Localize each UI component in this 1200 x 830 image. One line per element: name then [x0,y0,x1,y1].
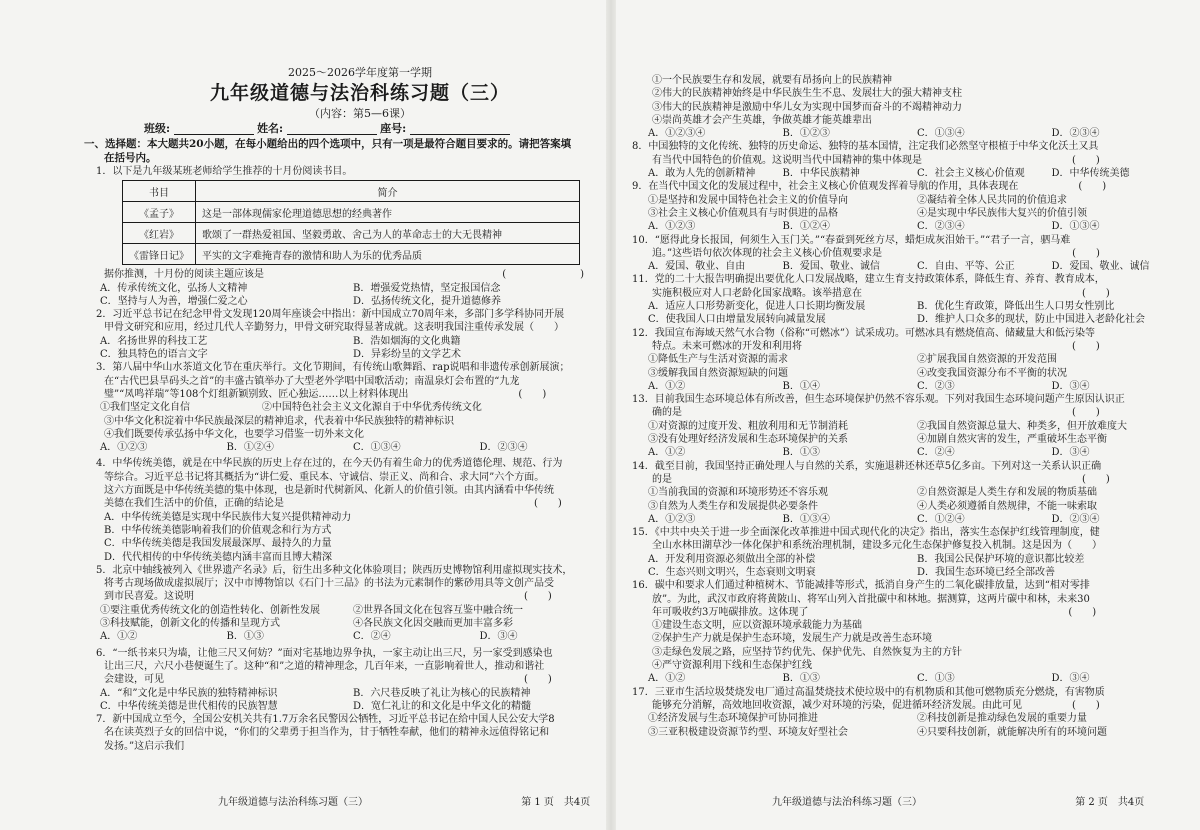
statement: ③伟大的民族精神是激励中华儿女为实现中国梦而奋斗的不竭精神动力 [652,101,962,113]
table-cell: 《雷锋日记》 [123,244,196,265]
name-blank [287,123,377,135]
option: B．优化生育政策，降低出生人口男女性别比 [917,301,1115,313]
option: C．社会主义核心价值观 [917,168,1025,180]
q10-line: 10．“愿得此身长报国，何须生入玉门关。”“春蚕到死丝方尽，蜡炬成灰泪始干。”“君子一言，驷马难 [632,234,1071,246]
option: A．①② [648,447,686,459]
option: D．③④ [1051,447,1090,459]
q4-line: 这六方面既是中华传统美德的集中体现，也是新时代树新风、化新人的价值引领。由其内涵看中华传统 [104,485,554,497]
statement: ②凝结着全体人民共同的价值追求 [917,194,1067,206]
options-row [632,566,1186,579]
statement: ①要注重优秀传统文化的创造性转化、创新性发展 [100,604,320,616]
option: B．①④ [782,380,820,392]
footer-page-number: 第 2 页 共4页 [1075,797,1145,808]
q16-line: 16．碳中和要求人们通过种植树木、节能减排等形式，抵消自身产生的二氧化碳排放量，达到“相对零排 [632,580,1090,592]
q3-line: 璧”“凤鸣祥瑞”等108个灯组新颖别致、匠心独运……以上材料体现出 ( ) [104,388,547,400]
option: A．中华传统美德是实现中华民族伟大复兴提供精神动力 [104,511,352,523]
option: C．②③ [917,380,955,392]
statement: ③科技赋能，创新文化的传播和呈现方式 [100,618,280,630]
option: A．①②③ [100,442,148,454]
statement: ③没有处理好经济发展和生态环境保护的关系 [648,434,848,446]
option: C．使我国人口由增量发展转向减量发展 [648,314,826,326]
student-info-bar [84,121,606,137]
option: A．“和”文化是中华民族的独特精神标识 [100,687,278,699]
q1-after-text: 据你推测，十月份的阅读主题应该是 [104,269,264,281]
options-row [632,513,1186,526]
option: D．代代相传的中华传统美德内涵丰富而且博大精深 [104,551,333,563]
statement: ②科技创新是推动绿色发展的重要力量 [917,713,1087,725]
option: A．开发利用资源必须做出全部的补偿 [648,553,816,565]
option: A．名扬世界的科技工艺 [100,335,208,347]
option: B．①③④ [782,513,830,525]
options-row [84,630,606,643]
statement: ①降低生产与生活对资源的需求 [648,354,788,366]
statement: ②世界各国文化在包容互鉴中融合统一 [353,604,523,616]
option: D．弘扬传统文化，提升道德修养 [353,295,502,307]
option: D．维护人口众多的现状，防止中国进入老龄化社会 [917,314,1146,326]
statements-row [632,194,1186,207]
options-row [632,553,1186,566]
statements-row [632,367,1186,380]
options-row [84,282,606,295]
seat-blank [410,123,510,135]
q4-line: 等综合。习近平总书记将其概括为“讲仁爱、重民本、守诚信、崇正义、尚和合、求大同”六个方面。 [104,471,545,483]
option: C．①②④ [917,513,965,525]
option: A．①② [648,673,686,685]
option: C．生态兴则文明兴，生态衰则文明衰 [648,566,816,578]
q3-line: 3．第八届中华山水茶道文化节在重庆举行。文化节期间，有传统山歌舞蹈、rap说唱和非遗传承创新展演； [96,362,570,374]
options-row [84,700,606,713]
statements-row [84,604,606,617]
option: B．爱国、敬业、诚信 [782,261,880,273]
table-cell: 《红岩》 [123,223,196,244]
options-row [632,300,1186,313]
option: A．①② [100,631,138,643]
options-row [632,127,1186,140]
statement: ④崇尚英雄才会产生英雄，争做英雄才能英雄辈出 [652,114,872,126]
q5-line: 5．北京中轴线被列入《世界遗产名录》后，衍生出多种文化体验项目；陕西历史博物馆利用虚拟现实技术， [96,564,573,576]
option: D．宽仁礼让的和文化是中华文化的精髓 [353,700,532,712]
statement: ②我国自然资源总量大、种类多，但开放难度大 [917,420,1127,432]
table-header: 简介 [196,181,580,202]
option: A．①②③④ [648,128,706,140]
footer-page-number: 第 1 页 共4页 [521,797,591,808]
statement: ④人类必须遵循自然规律，不能一味索取 [917,500,1097,512]
statement: ③缓解我国自然资源短缺的问题 [648,367,788,379]
seat-label: 座号: [380,122,407,135]
option: A．爱国、敬业、自由 [648,261,746,273]
options-row [632,220,1186,233]
option: B．六尺巷反映了礼让为核心的民族精神 [353,687,531,699]
option: C．自由、平等、公正 [917,261,1015,273]
statement: ②保护生产力就是保护生态环境，发展生产力就是改善生态环境 [652,633,932,645]
class-label: 班级: [144,122,171,135]
option: D．③④ [1051,673,1090,685]
option: A．①② [648,380,686,392]
statement: ①是坚持和发展中国特色社会主义的价值导向 [648,194,848,206]
statement: ②扩展我国自然资源的开发范围 [917,354,1057,366]
options-row [84,335,606,348]
q7-line: 名在读英烈子女的回信中说，“你们的父辈勇于担当作为，甘于牺牲奉献，他们的精神永远值得铭记和 [104,727,550,739]
option: A．敢为人先的创新精神 [648,168,756,180]
option: D．②③④ [1051,128,1100,140]
option: A．传承传统文化，弘扬人文精神 [100,282,248,294]
options-row [632,672,1186,685]
options-row [84,441,606,454]
q16-line: 年可吸收约3万吨碳排放。这体现了 ( ) [652,606,1097,618]
q5-line: 将考古现场做成虚拟展厅；汉中市博物馆以《石门十三品》的书法为元素制作的紫砂用具等文创产品受 [104,578,554,590]
option: D．异彩纷呈的文学艺术 [353,349,462,361]
option: D．①③④ [1051,221,1100,233]
statement: ④我们既要传承弘扬中华文化，也要学习借鉴一切外来文化 [104,428,364,440]
option: A．①②③ [648,221,696,233]
reading-list-table [122,180,580,265]
q12-line: 12．我国宣布海域天然气水合物（俗称“可燃冰”）试采成功。可燃冰具有燃烧值高、储藏量大和低污染等 [632,327,1095,339]
q15-line: 全山水林田湖草沙一体化保护和系统治理机制，建设多元化生态保护修复投入机制。这是因为（ ） [652,540,1102,552]
q15-line: 15．《中共中央关于进一步全面深化改革推进中国式现代化的决定》指出，落实生态保护红线管理制度，健 [632,527,1100,539]
q17-line: 17．三亚市生活垃圾焚烧发电厂通过高温焚烧技术使垃圾中的有机物质和其他可燃物质充分燃烧，有害物质 [632,686,1105,698]
option: C．②④ [353,631,391,643]
section-instruction: 在括号内。 [104,152,157,164]
q16-line: 放”。为此，武汉市政府将黄陂山、将军山列入首批碳中和林地。据测算，这两片碳中和林，未来30 [652,593,1090,605]
statements-row [632,433,1186,446]
statement: ③走绿色发展之路，应坚持节约优先、保护优先、自然恢复为主的方针 [652,646,962,658]
statement: ③社会主义核心价值观具有与时俱进的品格 [648,207,838,219]
statement: ④加剧自然灾害的发生，严重破坏生态平衡 [917,434,1107,446]
option: C．②④ [917,447,955,459]
statement: ②自然资源是人类生存和发展的物质基础 [917,487,1097,499]
table-cell: 《孟子》 [123,202,196,223]
exam-title: 九年级道德与法治科练习题（三） [209,82,510,104]
q12-line: 特点。未来可燃冰的开发和利用将 ( ) [652,340,1100,352]
q4-line: 4．中华传统美德，就是在中华民族的历史上存在过的，在今天仍有着生命力的优秀道德伦理、规范、行为 [96,458,563,470]
q5-line: 到市民喜爱。这说明 ( ) [104,591,552,603]
q10-line: 追。”这些语句依次体现的社会主义核心价值观要求是 ( ) [652,247,1100,259]
q6-line: 会建设，可见 ( ) [104,674,552,686]
statements-row [632,712,1186,725]
statement: ①经济发展与生态环境保护可协同推进 [648,713,818,725]
statement: ③中华文化积淀着中华民族最深层的精神追求，代表着中华民族独特的精神标识 [104,415,454,427]
q1-stem: 1．以下是九年级某班老师给学生推荐的十月份阅读书目。 [96,166,353,177]
q2-line: 甲骨文研究和应用，经过几代人辛勤努力，甲骨文研究取得显著成就。这表明我国注重传承发展（ ） [104,322,564,334]
options-row [632,380,1186,393]
answer-bracket: ( ) [502,269,602,281]
statements-row [632,420,1186,433]
options-row [632,313,1186,326]
option: C．②③④ [917,221,965,233]
option: B．①③ [226,631,264,643]
option: B．我国公民保护环境的意识都比较差 [917,553,1085,565]
option: C．中华传统美德是世代相传的民族智慧 [100,700,278,712]
statement: ③自然为人类生存和发展提供必要条件 [648,500,818,512]
statements-row [632,207,1186,220]
class-blank [174,123,254,135]
exam-subtitle: （内容：第5—6课） [309,107,411,120]
page-footer [218,793,590,808]
options-row [632,446,1186,459]
q9-line: 9．在当代中国文化的发展过程中，社会主义核心价值观发挥着导航的作用，具体表现在 ( ) [632,181,1107,193]
option: B．①②③ [782,128,830,140]
option: B．①②④ [226,442,274,454]
q7-line: 7．新中国成立至今，全国公安机关共有1.7万余名民警因公牺牲，习近平总书记在给中国人民公安大学8 [96,714,555,726]
option: C．①③④ [917,128,965,140]
statement: ①我们坚定文化自信 [100,402,190,414]
section-instruction: 一、选择题：本大题共20小题，在每小题给出的四个选项中，只有一项是最符合题目要求的。请把答案填 [84,138,572,150]
option: A．①②③ [648,513,696,525]
option: D．中华传统美德 [1051,168,1130,180]
q4-line: 美德在我们生活中的价值，正确的结论是 ( ) [104,498,562,510]
q13-line: 13．目前我国生态环境总体有所改善，但生态环境保护仍然不容乐观。下列对我国生态环境问题产生原因认识正 [632,394,1125,406]
q6-line: 6．“一纸书来只为墙，让他三尺又何妨？”面对宅基地边界争执，一家主动让出三尺，另一家受到感染也 [96,647,553,659]
page-2 [612,0,1200,830]
q11-line: 实施积极应对人口老龄化国家战略。该举措意在 ( ) [652,287,1110,299]
q8-line: 8．中国独特的文化传统、独特的历史命运、独特的基本国情，注定我们必然坚守根植于中华文化沃土又具 [632,141,1099,153]
table-cell: 这是一部体现儒家伦理道德思想的经典著作 [196,202,580,223]
statements-row [84,401,606,414]
option: D．②③④ [479,442,528,454]
option: D．我国生态环境已经全部改善 [917,566,1056,578]
q7-line: 发扬。”这启示我们 [104,740,185,752]
q14-line: 14．截至目前，我国坚持正确处理人与自然的关系，实施退耕还林还草5亿多亩。下列对这一关系认识正确 [632,460,1102,472]
statements-row [632,486,1186,499]
option: D．③④ [479,631,518,643]
table-header: 书目 [123,181,196,202]
q6-line: 让出三尺，六尺小巷便诞生了。这种“和”之道的精神理念，几百年来，一直影响着世人，推动和谐社 [104,660,545,672]
statement: ②伟大的民族精神始终是中华民族生生不息、发展壮大的强大精神支柱 [652,88,962,100]
statements-row [632,500,1186,513]
option: B．浩如烟海的文化典籍 [353,335,461,347]
options-row [84,687,606,700]
semester-line: 2025～2026学年度第一学期 [288,66,432,79]
statement: ④严守资源利用下线和生态保护红线 [652,660,812,672]
option: C．独具特色的语言文字 [100,349,208,361]
statement: ②中国特色社会主义文化源自于中华优秀传统文化 [261,402,482,414]
table-cell: 平实的文字难掩青春的激情和助人为乐的优秀品质 [196,244,580,265]
q8-line: 有当代中国特色的价值观。这说明当代中国精神的集中体现是 ( ) [652,154,1100,166]
q2-line: 2．习近平总书记在纪念甲骨文发现120周年座谈会中指出：新中国成立70周年来，多部门多学科协同开展 [96,309,565,321]
q11-line: 11．党的二十大报告明确提出要优化人口发展战略，建立生育支持政策体系，降低生育、养育、教育成本， [632,274,1105,286]
q14-line: 的是 ( ) [652,473,1110,485]
statement: ④改变我国资源分布不平衡的状况 [917,367,1067,379]
statement: ①建设生态文明，应以资源环境承载能力为基础 [652,620,862,632]
footer-title: 九年级道德与法治科练习题（三） [218,797,368,808]
option: C．坚持与人为善，增强仁爱之心 [100,295,248,307]
statement: ①对资源的过度开发、粗放利用和无节制消耗 [648,420,848,432]
option: B．①③ [782,673,820,685]
options-row [84,348,606,361]
options-row [632,167,1186,180]
options-row [632,260,1186,273]
option: B．中华传统美德影响着我们的价值观念和行为方式 [104,524,332,536]
option: D．②③④ [1051,513,1100,525]
statement: ④只要科技创新，就能解决所有的环境问题 [917,726,1107,738]
q3-line: 在“古代巴县旱码头之首”的丰盛古镇举办了大型老外学唱中国歌活动；南温泉灯会布置的“九龙 [104,375,520,387]
statement: ③三亚积极建设资源节约型、环境友好型社会 [648,726,848,738]
option: D．③④ [1051,380,1090,392]
statement: ④是实现中华民族伟大复兴的价值引领 [917,207,1087,219]
statement: ①一个民族要生存和发展，就要有昂扬向上的民族精神 [652,75,892,86]
footer-title: 九年级道德与法治科练习题（三） [772,797,922,808]
statements-row [632,353,1186,366]
option: D．爱国、敬业、诚信 [1051,261,1150,273]
option: B．中华民族精神 [782,168,860,180]
page-footer [772,793,1144,808]
q17-line: 能够充分消解，高效地回收资源，减少对环境的污染，促进循环经济发展。由此可见 ( ) [652,699,1100,711]
table-cell: 歌颂了一群热爱祖国、坚毅勇敢、舍己为人的革命志士的大无畏精神 [196,223,580,244]
statements-row [84,617,606,630]
statement: ①当前我国的资源和环境形势还不容乐观 [648,487,828,499]
statements-row [632,726,1186,739]
option: B．增强爱党热情，坚定报国信念 [353,282,501,294]
option: A．适应人口形势新变化，促进人口长期均衡发展 [648,301,866,313]
option: C．①③ [917,673,955,685]
option: C．①③④ [353,442,401,454]
statement: ④各民族文化因交融而更加丰富多彩 [353,618,513,630]
q1-after [84,268,606,281]
name-label: 姓名: [257,122,284,135]
option: B．①②④ [782,221,830,233]
options-row [84,295,606,308]
q13-line: 确的是 ( ) [652,407,1100,419]
option: C．中华传统美德是我国发展最深厚、最持久的力量 [104,538,332,550]
option: B．①③ [782,447,820,459]
